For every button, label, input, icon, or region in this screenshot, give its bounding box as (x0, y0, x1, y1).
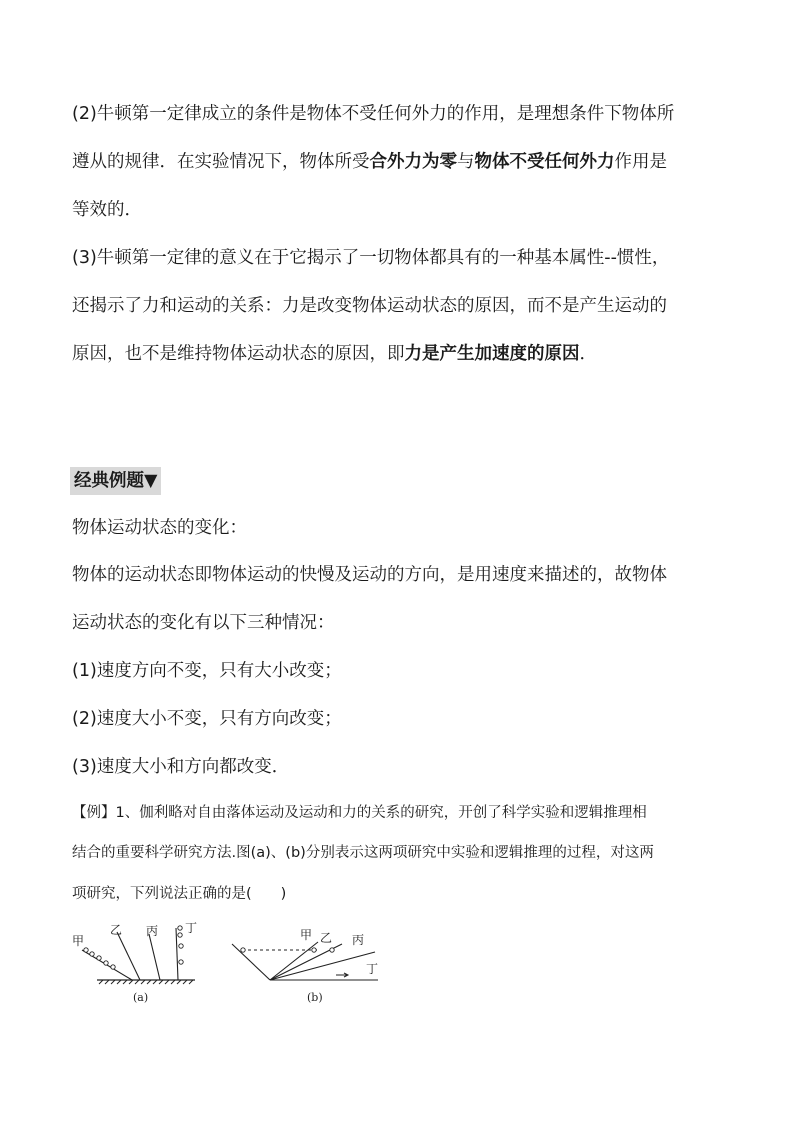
para2-line1: (2)牛顿第一定律成立的条件是物体不受任何外力的作用，是理想条件下物体所 (72, 104, 675, 124)
para3-text-c: ． (579, 344, 597, 364)
figure-a-label-yi: 乙 (110, 923, 123, 937)
para2-text-e: 作用是 (614, 152, 667, 172)
para2-text-a: 遵从的规律．在实验情况下，物体所受 (72, 152, 370, 172)
state-desc-line2: 运动状态的变化有以下三种情况： (72, 613, 335, 633)
para2-bold-no-force: 物体不受任何外力 (474, 152, 615, 172)
para2-line2 (72, 150, 667, 174)
section-heading: 经典例题▼ (70, 467, 161, 495)
example-line1 (72, 803, 647, 823)
figure-a-caption: (a) (133, 991, 149, 1004)
example-line2: 结合的重要科学研究方法.图(a)、(b)分别表示这两项研究中实验和逻辑推理的过程，对这两 (72, 845, 654, 861)
para3-line3 (72, 342, 597, 366)
para3-line2: 还揭示了力和运动的关系：力是改变物体运动状态的原因，而不是产生运动的 (72, 296, 667, 316)
incline-3 (149, 934, 160, 980)
para2-bold-net-force: 合外力为零 (369, 152, 457, 172)
figure-b-caption: (b) (307, 991, 323, 1004)
example-prefix: 【例】 (72, 805, 116, 821)
para2-text-c: 与 (457, 152, 475, 172)
figure-a-label-bing: 丙 (146, 924, 159, 938)
para3-bold-cause: 力是产生加速度的原因 (404, 344, 580, 364)
state-case-2: (2)速度大小不变，只有方向改变； (72, 709, 342, 729)
para3-text-a: 原因，也不是维持物体运动状态的原因，即 (72, 344, 405, 364)
para2-line3: 等效的． (72, 200, 142, 220)
example-line3: 项研究，下列说法正确的是( ) (72, 886, 287, 902)
ball-markers (84, 926, 183, 969)
state-desc-line1: 物体的运动状态即物体运动的快慢及运动的方向，是用速度来描述的，故物体 (72, 565, 667, 585)
figure-b-label-jia: 甲 (300, 928, 313, 942)
state-case-1: (1)速度方向不变，只有大小改变； (72, 661, 342, 681)
example-text-1: 1、伽利略对自由落体运动及运动和力的关系的研究，开创了科学实验和逻辑推理相 (115, 805, 647, 821)
figure-a-label-jia: 甲 (72, 934, 85, 948)
incline-b-bing (270, 952, 375, 980)
figure-a (72, 921, 197, 1004)
incline-b-jia (270, 942, 318, 980)
figure-b (232, 928, 378, 1004)
figure-b-label-bing: 丙 (352, 933, 365, 947)
state-case-3: (3)速度大小和方向都改变． (72, 757, 290, 777)
figure-a-label-ding: 丁 (185, 921, 198, 935)
experiment-figure (70, 918, 390, 1010)
start-incline (232, 944, 270, 980)
state-title: 物体运动状态的变化： (72, 518, 247, 538)
figure-b-label-yi: 乙 (320, 931, 333, 945)
para3-line1: (3)牛顿第一定律的意义在于它揭示了一切物体都具有的一种基本属性--惯性， (72, 248, 670, 268)
figure-b-label-ding: 丁 (366, 962, 379, 976)
